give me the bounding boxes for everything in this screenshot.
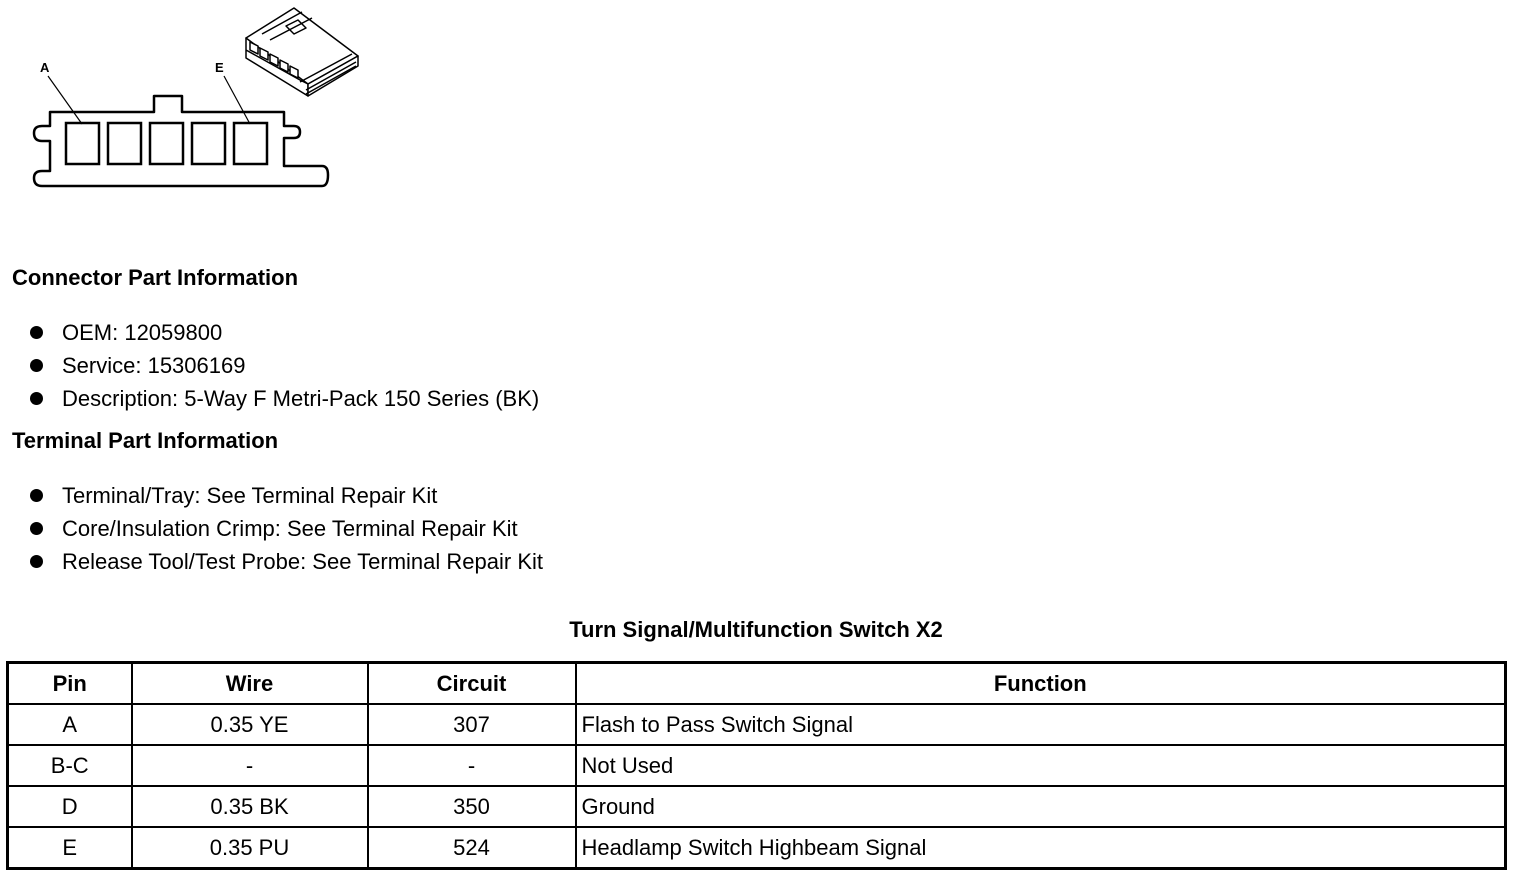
function-cell: Headlamp Switch Highbeam Signal: [576, 827, 1506, 869]
connector-isometric-sketch: [246, 8, 358, 96]
column-header-circuit: Circuit: [368, 663, 576, 705]
terminal-part-information-list: [28, 479, 543, 578]
bullet-icon: [30, 359, 43, 372]
table-row: [8, 745, 1506, 786]
callout-label-e: E: [215, 60, 224, 75]
bullet-icon: [30, 555, 43, 568]
pin-cell: E: [8, 827, 132, 869]
wire-cell: 0.35 PU: [132, 827, 368, 869]
list-item-text: OEM: 12059800: [62, 320, 223, 345]
circuit-cell: 307: [368, 704, 576, 745]
pinout-table: [6, 661, 1507, 870]
pin-cell: D: [8, 786, 132, 827]
circuit-cell: 524: [368, 827, 576, 869]
function-cell: Ground: [576, 786, 1506, 827]
cavity-c: [150, 123, 183, 164]
column-header-function: Function: [576, 663, 1506, 705]
function-cell: Flash to Pass Switch Signal: [576, 704, 1506, 745]
list-item-text: Description: 5-Way F Metri-Pack 150 Series (BK): [62, 386, 540, 411]
cavity-b: [108, 123, 141, 164]
list-item: [28, 545, 543, 578]
list-item: [28, 479, 543, 512]
table-row: [8, 827, 1506, 869]
cavity-d: [192, 123, 225, 164]
callout-label-a: A: [40, 60, 50, 75]
cavity-e: [234, 123, 267, 164]
list-item: [28, 382, 539, 415]
list-item-text: Service: 15306169: [62, 353, 246, 378]
bullet-icon: [30, 489, 43, 502]
list-item: [28, 349, 539, 382]
pin-cell: A: [8, 704, 132, 745]
connector-face-diagram: [0, 0, 380, 200]
wire-cell: 0.35 YE: [132, 704, 368, 745]
wire-cell: 0.35 BK: [132, 786, 368, 827]
list-item-text: Release Tool/Test Probe: See Terminal Repair Kit: [62, 549, 543, 574]
list-item-text: Core/Insulation Crimp: See Terminal Repair Kit: [62, 516, 518, 541]
bullet-icon: [30, 326, 43, 339]
connector-part-information-heading: Connector Part Information: [12, 265, 299, 290]
list-item: [28, 316, 539, 349]
list-item: [28, 512, 543, 545]
table-title: Turn Signal/Multifunction Switch X2: [569, 617, 943, 642]
column-header-wire: Wire: [132, 663, 368, 705]
list-item-text: Terminal/Tray: See Terminal Repair Kit: [62, 483, 438, 508]
wire-cell: -: [132, 745, 368, 786]
function-cell: Not Used: [576, 745, 1506, 786]
terminal-part-information-heading: Terminal Part Information: [12, 428, 279, 453]
bullet-icon: [30, 522, 43, 535]
table-row: [8, 786, 1506, 827]
column-header-pin: Pin: [8, 663, 132, 705]
circuit-cell: 350: [368, 786, 576, 827]
table-header-row: [8, 663, 1506, 705]
pin-cell: B-C: [8, 745, 132, 786]
circuit-cell: -: [368, 745, 576, 786]
cavity-a: [66, 123, 99, 164]
table-row: [8, 704, 1506, 745]
bullet-icon: [30, 392, 43, 405]
connector-part-information-list: [28, 316, 539, 415]
